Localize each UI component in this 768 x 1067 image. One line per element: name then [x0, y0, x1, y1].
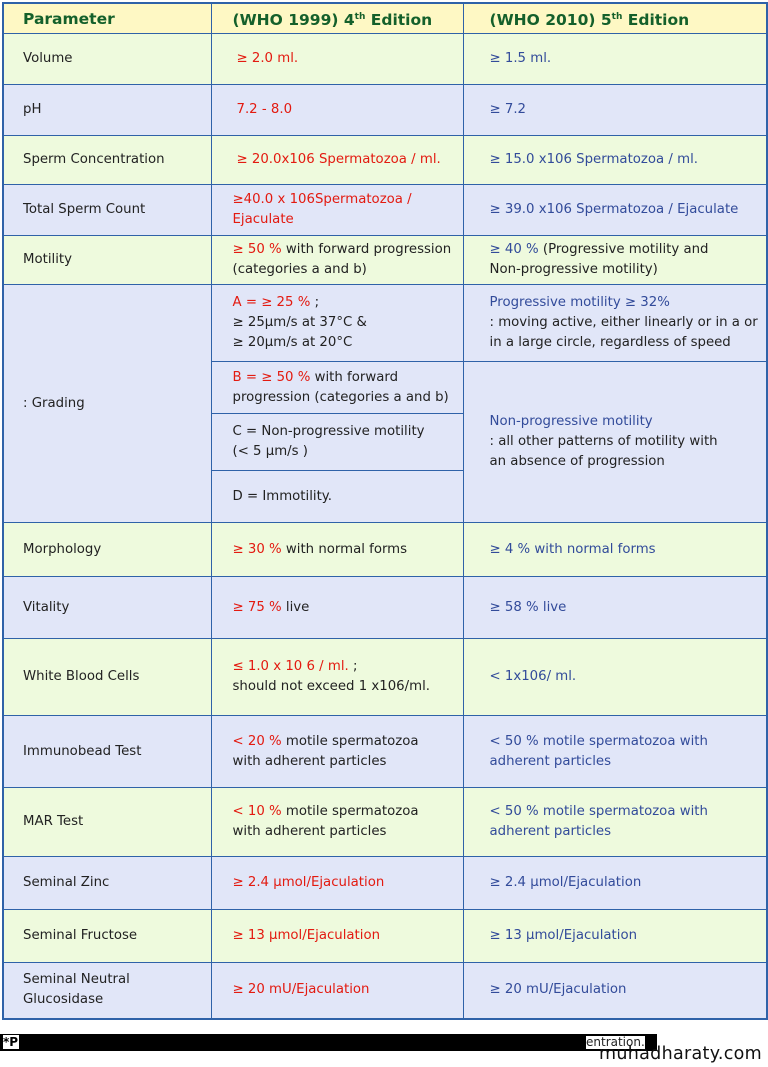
who1999-mar: < 10 % motile spermatozoa with adherent particles: [211, 788, 463, 857]
who1999-vitality: ≥ 75 % live: [211, 577, 463, 639]
who1999-motility: ≥ 50 % with forward progression (categories a and b): [211, 236, 463, 285]
who2010-concentration: ≥ 15.0 x106 Spermatozoa / ml.: [463, 136, 767, 185]
param-morphology: Morphology: [3, 523, 211, 577]
who1999-immunobead: < 20 % motile spermatozoa with adherent particles: [211, 716, 463, 788]
who2010-total-count: ≥ 39.0 x106 Spermatozoa / Ejaculate: [463, 185, 767, 236]
param-ph: pH: [3, 85, 211, 136]
param-wbc: White Blood Cells: [3, 639, 211, 716]
header-parameter: Parameter: [3, 3, 211, 34]
who1999-wbc: ≤ 1.0 x 10 6 / ml. ; should not exceed 1 x106/ml.: [211, 639, 463, 716]
param-vitality: Vitality: [3, 577, 211, 639]
grade-c: C = Non-progressive motility (< 5 μm/s ): [211, 414, 463, 471]
param-fructose: Seminal Fructose: [3, 910, 211, 963]
header-row: [3, 3, 767, 34]
row-glucosidase: [3, 963, 767, 1019]
who1999-glucosidase: ≥ 20 mU/Ejaculation: [211, 963, 463, 1019]
param-total-count: Total Sperm Count: [3, 185, 211, 236]
who2010-wbc: < 1x106/ ml.: [463, 639, 767, 716]
who2010-progressive: Progressive motility ≥ 32% : moving active, either linearly or in a or in a large circle, regardless of speed: [463, 285, 767, 362]
who1999-fructose: ≥ 13 μmol/Ejaculation: [211, 910, 463, 963]
param-motility: Motility: [3, 236, 211, 285]
who2010-mar: < 50 % motile spermatozoa with adherent particles: [463, 788, 767, 857]
header-who-1999: (WHO 1999) 4th Edition: [211, 3, 463, 34]
row-vitality: [3, 577, 767, 639]
who2010-glucosidase: ≥ 20 mU/Ejaculation: [463, 963, 767, 1019]
param-mar: MAR Test: [3, 788, 211, 857]
who2010-immunobead: < 50 % motile spermatozoa with adherent particles: [463, 716, 767, 788]
param-grading: : Grading: [3, 285, 211, 523]
grade-b: B = ≥ 50 % with forward progression (categories a and b): [211, 362, 463, 414]
who1999-concentration: ≥ 20.0x106 Spermatozoa / ml.: [211, 136, 463, 185]
who1999-total-count: ≥40.0 x 106Spermatozoa / Ejaculate: [211, 185, 463, 236]
who2010-volume: ≥ 1.5 ml.: [463, 34, 767, 85]
who2010-vitality: ≥ 58 % live: [463, 577, 767, 639]
who2010-ph: ≥ 7.2: [463, 85, 767, 136]
who1999-ph: 7.2 - 8.0: [211, 85, 463, 136]
grade-a: A = ≥ 25 % ; ≥ 25μm/s at 37°C & ≥ 20μm/s at 20°C: [211, 285, 463, 362]
row-ph: [3, 85, 767, 136]
who1999-zinc: ≥ 2.4 μmol/Ejaculation: [211, 857, 463, 910]
row-volume: [3, 34, 767, 85]
footer-note-end: entration.: [586, 1035, 645, 1049]
footer-note-start: *P: [3, 1035, 19, 1049]
who2010-morphology: ≥ 4 % with normal forms: [463, 523, 767, 577]
grade-d: D = Immotility.: [211, 471, 463, 523]
row-concentration: [3, 136, 767, 185]
who2010-non-progressive: Non-progressive motility : all other patterns of motility with an absence of progression: [463, 362, 767, 523]
row-wbc: [3, 639, 767, 716]
row-grading-a: [3, 285, 767, 362]
who1999-morphology: ≥ 30 % with normal forms: [211, 523, 463, 577]
param-zinc: Seminal Zinc: [3, 857, 211, 910]
semen-parameters-table: [2, 2, 768, 1020]
footer-redaction-bar: [0, 1034, 657, 1051]
row-total-count: [3, 185, 767, 236]
row-morphology: [3, 523, 767, 577]
param-concentration: Sperm Concentration: [3, 136, 211, 185]
param-immunobead: Immunobead Test: [3, 716, 211, 788]
who2010-fructose: ≥ 13 μmol/Ejaculation: [463, 910, 767, 963]
who2010-zinc: ≥ 2.4 μmol/Ejaculation: [463, 857, 767, 910]
header-who-2010: (WHO 2010) 5th Edition: [463, 3, 767, 34]
row-mar: [3, 788, 767, 857]
row-motility: [3, 236, 767, 285]
param-glucosidase: Seminal Neutral Glucosidase: [3, 963, 211, 1019]
param-volume: Volume: [3, 34, 211, 85]
who2010-motility: ≥ 40 % (Progressive motility and Non-progressive motility): [463, 236, 767, 285]
site-watermark: muhadharaty.com: [599, 1044, 762, 1064]
who1999-volume: ≥ 2.0 ml.: [211, 34, 463, 85]
row-immunobead: [3, 716, 767, 788]
row-fructose: [3, 910, 767, 963]
row-zinc: [3, 857, 767, 910]
